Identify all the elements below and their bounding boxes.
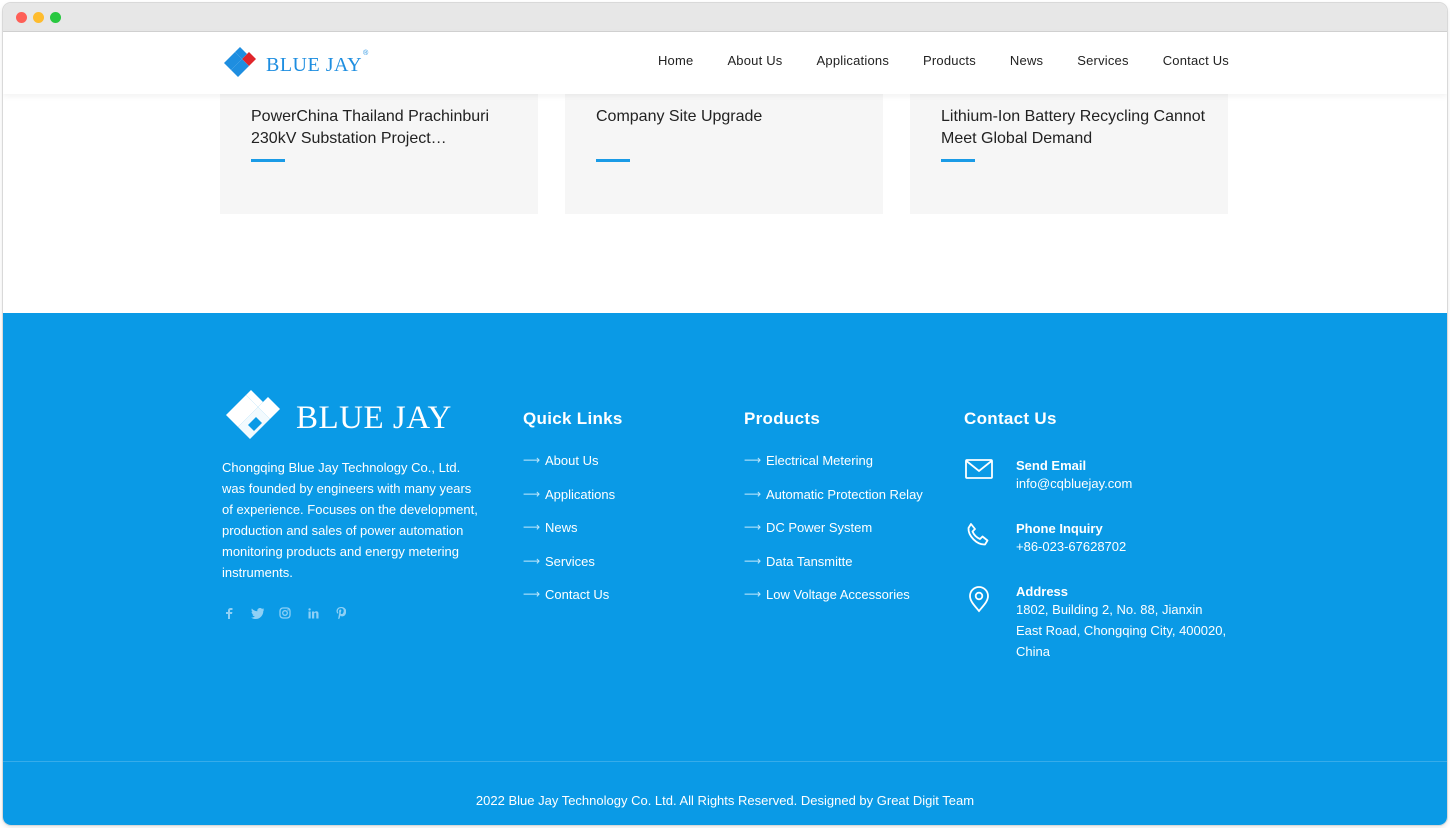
phone-icon [964,521,1016,557]
news-card[interactable] [220,94,538,214]
footer-product-dc-power[interactable]: ⟶ DC Power System [744,520,873,536]
site-logo[interactable] [222,46,368,80]
contact-email [964,458,1231,494]
card-accent-bar [596,159,630,162]
nav-about-us[interactable]: About Us [727,53,783,68]
bluejay-logo-icon-white [222,389,286,447]
arrow-right-icon: ⟶ [523,587,541,602]
contact-phone [964,521,1231,557]
email-link[interactable]: info@cqbluejay.com [1016,476,1133,491]
arrow-right-icon: ⟶ [523,486,541,501]
phone-link[interactable]: +86-023-67628702 [1016,539,1127,554]
footer-link-about-us[interactable]: ⟶ About Us [523,453,599,468]
footer-logo-text: BLUE JAY [296,399,452,436]
facebook-icon[interactable] [222,606,236,620]
news-card[interactable] [565,94,883,214]
contact-address [964,584,1231,662]
products-list [744,453,923,621]
card-accent-bar [251,159,285,162]
company-description: Chongqing Blue Jay Technology Co., Ltd. was founded by engineers with many years of experience. Focuses on the development, production and sales of power automation monitoring products and energy metering instruments. [222,460,478,580]
footer-product-protection-relay[interactable]: ⟶ Automatic Protection Relay [744,486,923,502]
footer-link-contact-us[interactable]: ⟶ Contact Us [523,587,610,603]
close-window-button[interactable] [16,12,27,23]
news-card-title[interactable]: Lithium-Ion Battery Recycling Cannot Meet Global Demand [941,108,1206,147]
address-title: Address [1016,584,1069,599]
browser-window [3,3,1447,825]
instagram-icon[interactable] [278,606,292,620]
arrow-right-icon: ⟶ [744,553,762,568]
pinterest-icon[interactable] [334,606,348,620]
footer-link-applications[interactable]: ⟶ Applications [523,486,616,502]
email-title: Send Email [1016,458,1087,473]
arrow-right-icon: ⟶ [744,453,762,467]
linkedin-icon[interactable] [306,606,320,620]
window-titlebar [3,3,1447,32]
quick-links-heading: Quick Links [523,409,623,428]
copyright-text: 2022 Blue Jay Technology Co. Ltd. All Rights Reserved. Designed by Great Digit Team [475,793,975,808]
maximize-window-button[interactable] [50,12,61,23]
page [3,32,1447,825]
nav-news[interactable]: News [1009,53,1044,68]
quick-links-column [523,409,623,621]
nav-contact-us[interactable]: Contact Us [1162,53,1229,68]
main-nav [624,53,1229,68]
nav-products[interactable]: Products [923,53,976,68]
footer-product-electrical-metering[interactable]: ⟶ Electrical Metering [744,453,873,468]
footer-link-services[interactable]: ⟶ Services [523,553,595,569]
social-links [222,606,348,620]
bluejay-logo-icon [222,46,260,80]
map-pin-icon [964,584,1016,662]
mail-icon [964,458,1016,494]
footer-logo[interactable] [222,389,452,447]
nav-services[interactable]: Services [1077,53,1129,68]
news-card-title[interactable]: Company Site Upgrade [596,108,763,125]
arrow-right-icon: ⟶ [523,520,541,535]
products-column [744,409,923,621]
logo-text: BLUE JAY [266,53,363,76]
news-card[interactable] [910,94,1228,214]
arrow-right-icon: ⟶ [523,453,541,467]
site-footer [3,313,1447,825]
contact-heading: Contact Us [964,409,1057,428]
nav-home[interactable]: Home [657,53,694,68]
arrow-right-icon: ⟶ [744,520,762,535]
twitter-icon[interactable] [250,606,264,620]
registered-mark: ® [363,49,369,57]
news-cards [220,94,1228,214]
nav-applications[interactable]: Applications [816,53,890,68]
arrow-right-icon: ⟶ [744,486,762,501]
phone-title: Phone Inquiry [1016,521,1103,536]
products-heading: Products [744,409,821,428]
footer-divider [3,761,1447,762]
contact-column [964,409,1057,453]
arrow-right-icon: ⟶ [744,587,762,602]
arrow-right-icon: ⟶ [523,553,541,568]
footer-product-data-transmitter[interactable]: ⟶ Data Tansmitte [744,553,853,569]
footer-link-news[interactable]: ⟶ News [523,520,578,536]
minimize-window-button[interactable] [33,12,44,23]
address-text: 1802, Building 2, No. 88, Jianxin East Road, Chongqing City, 400020, China [1016,602,1227,659]
card-accent-bar [941,159,975,162]
quick-links-list [523,453,623,621]
site-header [3,32,1447,94]
footer-product-low-voltage[interactable]: ⟶ Low Voltage Accessories [744,587,910,603]
news-card-title[interactable]: PowerChina Thailand Prachinburi 230kV Substation Project… [251,108,490,147]
